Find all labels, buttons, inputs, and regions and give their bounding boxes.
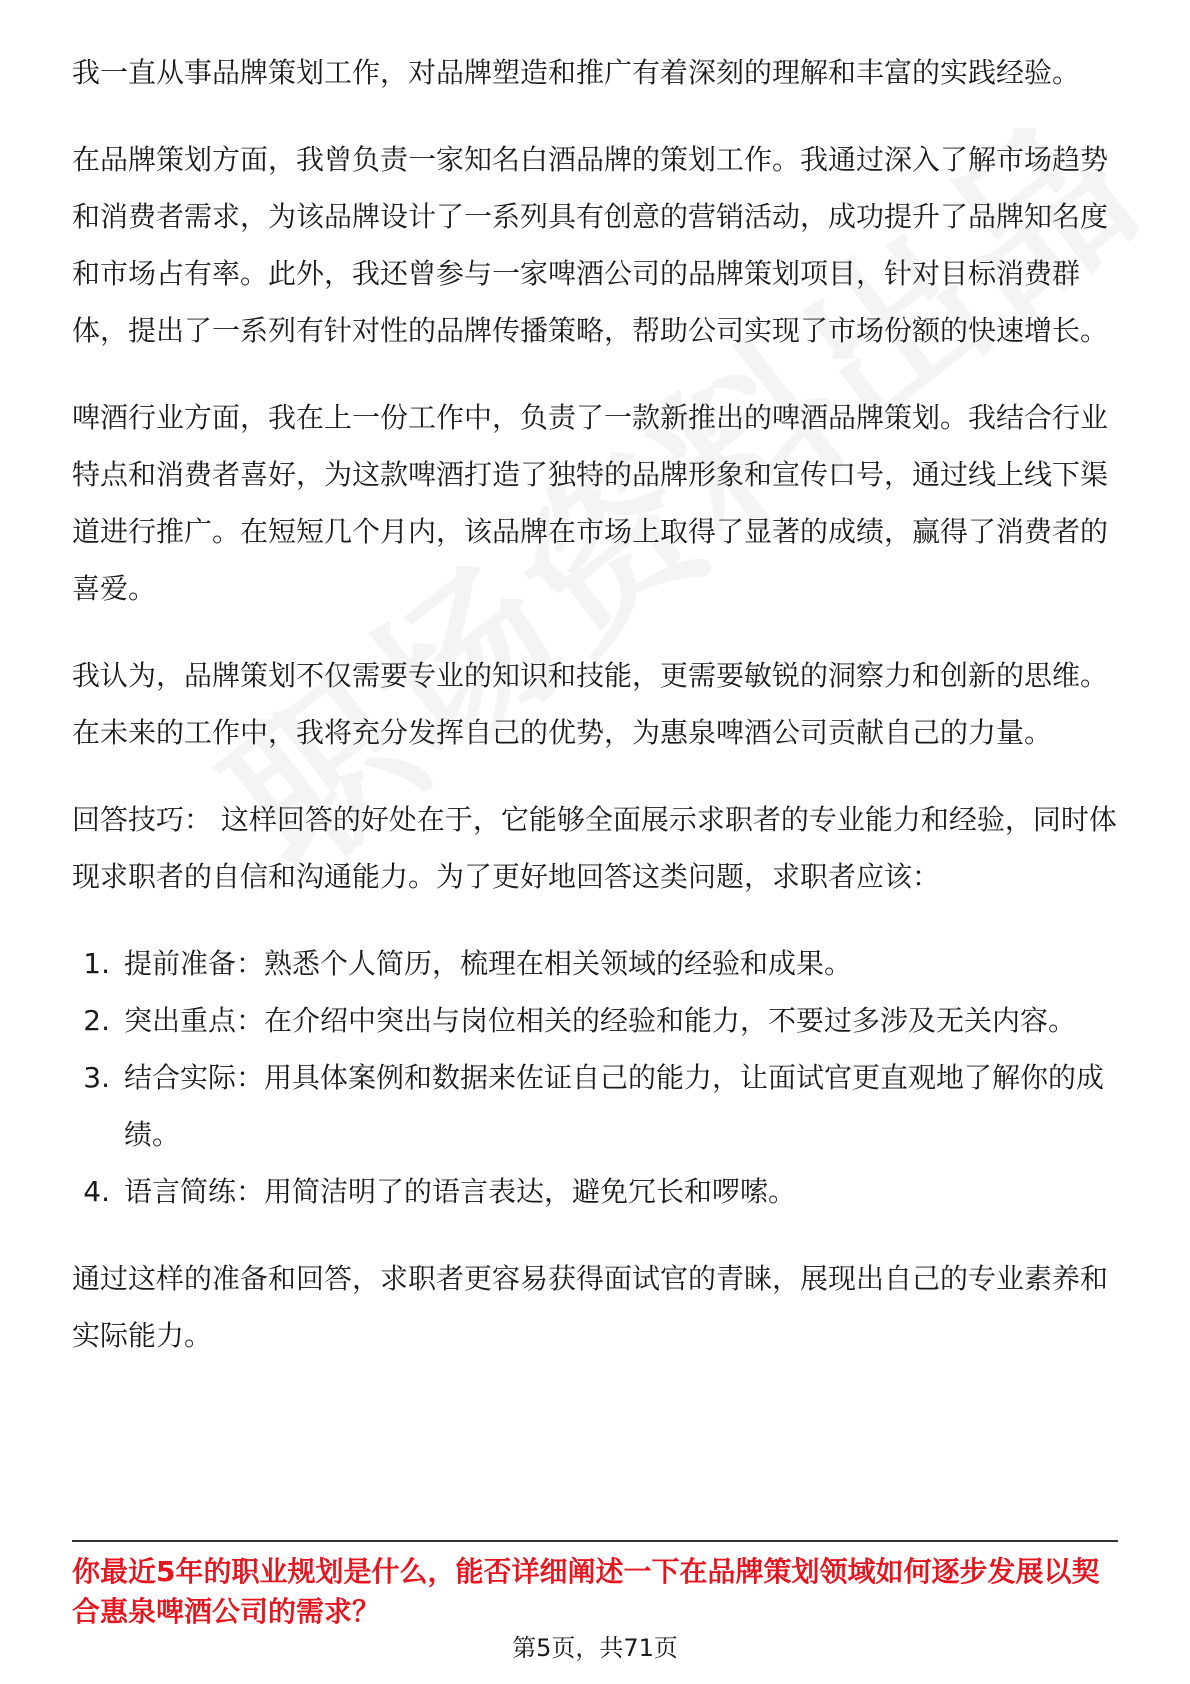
paragraph-intro: 我一直从事品牌策划工作，对品牌塑造和推广有着深刻的理解和丰富的实践经验。 [72,56,1081,89]
list-item [72,935,1118,992]
list-number: 2. [83,1004,110,1037]
list-text: 结合实际：用具体案例和数据来佐证自己的能力，让面试官更直观地了解你的成绩。 [124,1061,1105,1151]
list-number: 1. [83,947,110,980]
list-text: 突出重点：在介绍中突出与岗位相关的经验和能力，不要过多涉及无关内容。 [124,1004,1077,1037]
list-item [72,1049,1118,1163]
paragraph-answer-tips: 回答技巧： 这样回答的好处在于，它能够全面展示求职者的专业能力和经验，同时体现求职者的自信和沟通能力。为了更好地回答这类问题，求职者应该： [72,803,1117,893]
paragraph-closing: 通过这样的准备和回答，求职者更容易获得面试官的青睐，展现出自己的专业素养和实际能力。 [72,1262,1109,1352]
list-item [72,992,1118,1049]
page-number: 第5页，共71页 [512,1634,678,1662]
paragraph-brand-planning: 在品牌策划方面，我曾负责一家知名白酒品牌的策划工作。我通过深入了解市场趋势和消费者需求，为该品牌设计了一系列具有创意的营销活动，成功提升了品牌知名度和市场占有率。此外，我还曾参与一家啤酒公司的品牌策划项目，针对目标消费群体，提出了一系列有针对性的品牌传播策略，帮助公司实现了市场份额的快速增长。 [72,143,1109,347]
next-question-heading: 你最近5年的职业规划是什么，能否详细阐述一下在品牌策划领域如何逐步发展以契合惠泉啤酒公司的需求？ [72,1555,1100,1628]
list-text: 提前准备：熟悉个人简历，梳理在相关领域的经验和成果。 [124,947,853,980]
section-divider [72,1540,1118,1542]
paragraph-beer-industry: 啤酒行业方面，我在上一份工作中，负责了一款新推出的啤酒品牌策划。我结合行业特点和消费者喜好，为这款啤酒打造了独特的品牌形象和宣传口号，通过线上线下渠道进行推广。在短短几个月内，该品牌在市场上取得了显著的成绩，赢得了消费者的喜爱。 [72,401,1109,605]
list-number: 4. [83,1175,110,1208]
list-text: 语言简练：用简洁明了的语言表达，避免冗长和啰嗦。 [124,1175,797,1208]
tips-list [72,935,1118,1220]
paragraph-opinion: 我认为，品牌策划不仅需要专业的知识和技能，更需要敏锐的洞察力和创新的思维。在未来的工作中，我将充分发挥自己的优势，为惠泉啤酒公司贡献自己的力量。 [72,659,1109,749]
answer-body [72,44,1118,1394]
list-number: 3. [83,1061,110,1094]
list-item [72,1163,1118,1220]
